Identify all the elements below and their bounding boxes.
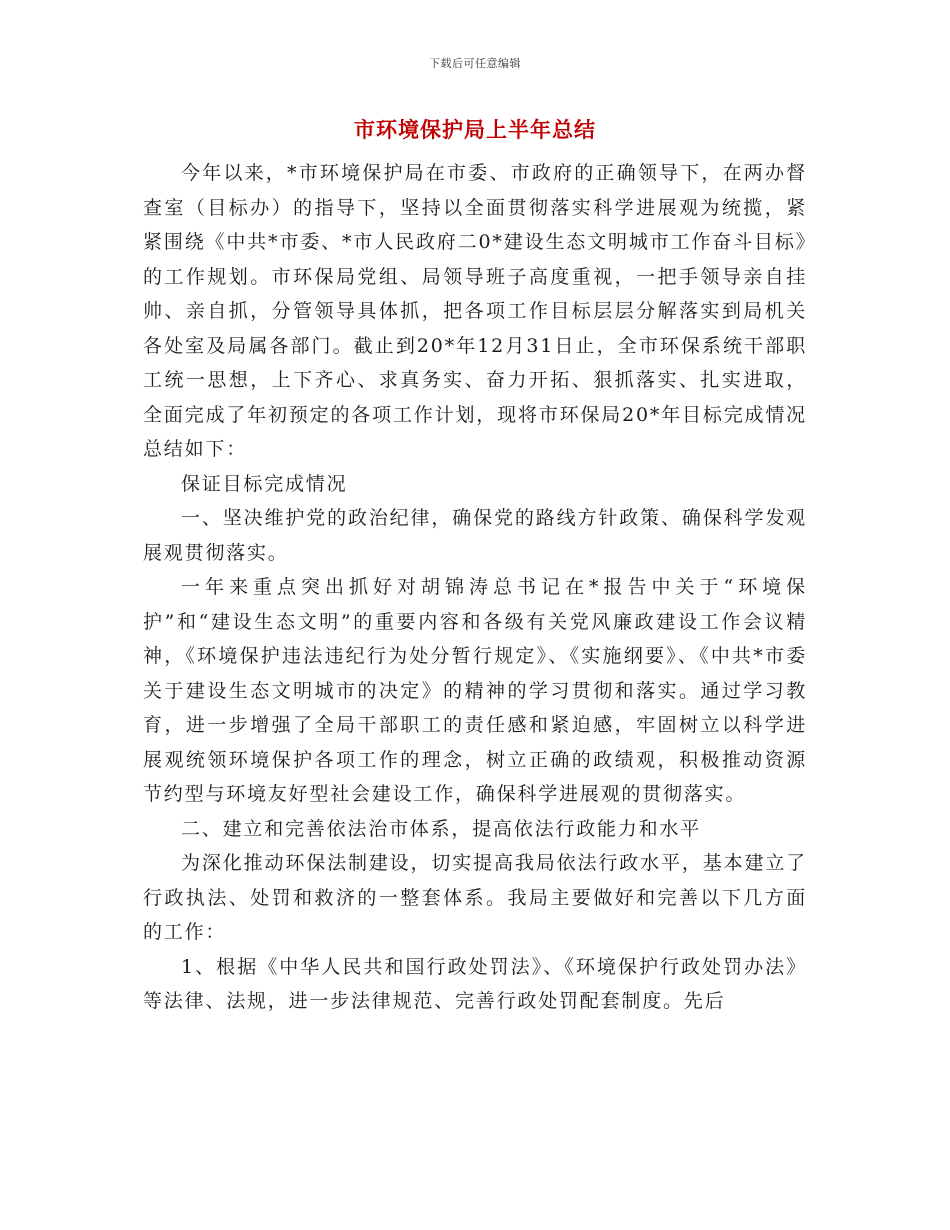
document-title: 市环境保护局上半年总结 — [354, 117, 596, 142]
paragraph-item-one: 1、根据《中华人民共和国行政处罚法》、《环境保护行政处罚办法》等法律、法规，进一步法律规范、完善行政处罚配套制度。先后 — [143, 955, 807, 1012]
paragraph-legal-system: 为深化推动环保法制建设，切实提高我局依法行政水平，基本建立了行政执法、处罚和救济的一整套体系。我局主要做好和完善以下几方面的工作： — [143, 852, 807, 943]
document-body — [143, 156, 807, 1019]
paragraph-intro: 今年以来，*市环境保护局在市委、市政府的正确领导下，在两办督查室（目标办）的指导下，坚持以全面贯彻落实科学进展观为统揽，紧紧围绕《中共*市委、*市人民政府二0*建设生态文明城市工作奋斗目标》的工作规划。市环保局党组、局领导班子高度重视，一把手领导亲自挂帅、亲自抓，分管领导具体抓，把各项工作目标层层分解落实到局机关各处室及局属各部门。截止到20*年12月31日止，全市环保系统干部职工统一思想，上下齐心、求真务实、奋力开拓、狠抓落实、扎实进取，全面完成了年初预定的各项工作计划，现将市环保局20*年目标完成情况总结如下： — [143, 162, 807, 460]
header-note: 下载后可任意编辑 — [429, 57, 521, 70]
paragraph-heading-two: 二、建立和完善依法治市体系，提高依法行政能力和水平 — [181, 817, 702, 840]
paragraph-heading-one: 一、坚决维护党的政治纪律，确保党的路线方针政策、确保科学发观展观贯彻落实。 — [143, 507, 807, 564]
paragraph-section-heading: 保证目标完成情况 — [181, 472, 348, 495]
paragraph-study: 一年来重点突出抓好对胡锦涛总书记在*报告中关于“环境保护”和“建设生态文明”的重要内容和各级有关党风廉政建设工作会议精神，《环境保护违法违纪行为处分暂行规定》、《实施纲要》、《中共*市委关于建设生态文明城市的决定》的精神的学习贯彻和落实。通过学习教育，进一步增强了全局干部职工的责任感和紧迫感，牢固树立以科学进展观统领环境保护各项工作的理念，树立正确的政绩观，积极推动资源节约型与环境友好型社会建设工作，确保科学进展观的贯彻落实。 — [143, 576, 807, 805]
